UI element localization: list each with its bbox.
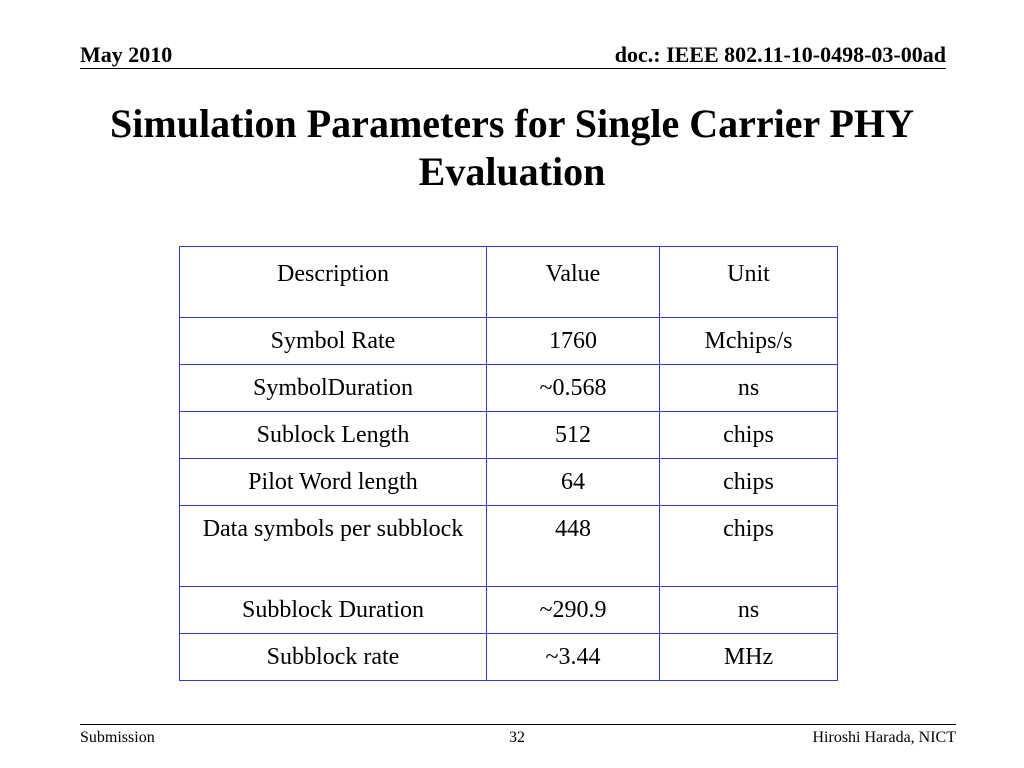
- parameters-table: [179, 246, 838, 681]
- footer-submission: Submission: [80, 729, 155, 746]
- cell-description: SymbolDuration: [180, 365, 487, 412]
- cell-unit: ns: [660, 587, 838, 634]
- cell-unit: chips: [660, 506, 838, 587]
- column-header-value: Value: [487, 247, 660, 318]
- cell-description: Subblock rate: [180, 634, 487, 681]
- page-number: 32: [509, 729, 525, 746]
- header-date: May 2010: [80, 42, 173, 67]
- footer-author: Hiroshi Harada, NICT: [812, 729, 956, 746]
- cell-description: Subblock Duration: [180, 587, 487, 634]
- cell-unit: chips: [660, 412, 838, 459]
- cell-value: 64: [487, 459, 660, 506]
- cell-description: Data symbols per subblock: [180, 506, 487, 587]
- slide-title: Simulation Parameters for Single Carrier PHY Evaluation: [110, 101, 914, 194]
- cell-unit: Mchips/s: [660, 318, 838, 365]
- cell-value: 1760: [487, 318, 660, 365]
- cell-description: Pilot Word length: [180, 459, 487, 506]
- table-row: [180, 318, 838, 365]
- cell-value: ~290.9: [487, 587, 660, 634]
- table-row: [180, 412, 838, 459]
- cell-description: Symbol Rate: [180, 318, 487, 365]
- cell-description: Sublock Length: [180, 412, 487, 459]
- table-row: [180, 365, 838, 412]
- header-doc-id: doc.: IEEE 802.11-10-0498-03-00ad: [614, 42, 946, 67]
- parameters-table-container: [179, 246, 838, 681]
- table-row: [180, 506, 838, 587]
- cell-value: ~3.44: [487, 634, 660, 681]
- cell-unit: chips: [660, 459, 838, 506]
- table-row: [180, 459, 838, 506]
- cell-unit: ns: [660, 365, 838, 412]
- cell-value: 512: [487, 412, 660, 459]
- table-header-row: [180, 247, 838, 318]
- cell-value: 448: [487, 506, 660, 587]
- footer-divider: [80, 724, 956, 725]
- cell-value: ~0.568: [487, 365, 660, 412]
- column-header-description: Description: [180, 247, 487, 318]
- table-row: [180, 634, 838, 681]
- header-divider: [80, 68, 946, 69]
- cell-unit: MHz: [660, 634, 838, 681]
- table-row: [180, 587, 838, 634]
- column-header-unit: Unit: [660, 247, 838, 318]
